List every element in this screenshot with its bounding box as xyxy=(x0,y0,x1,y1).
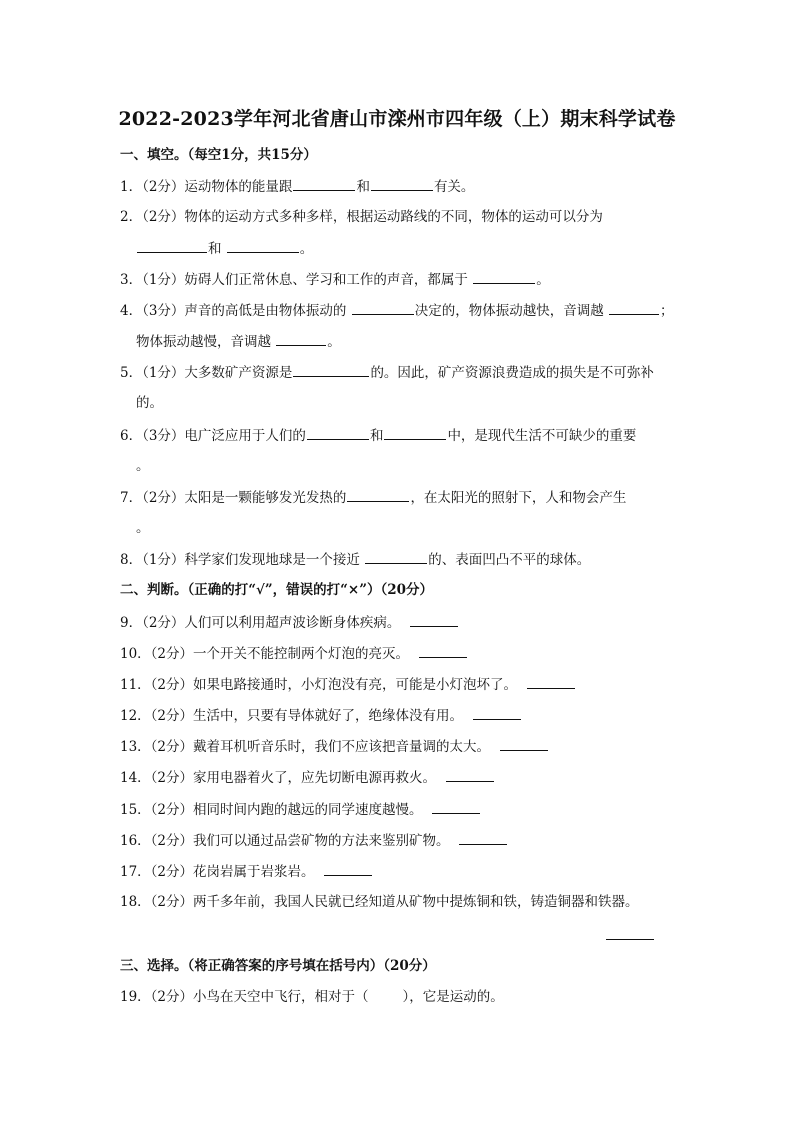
question-7-continued: 。 xyxy=(136,520,150,536)
question-8: 8．（1分）科学家们发现地球是一个接近 的、表面凹凸不平的球体。 xyxy=(120,552,591,568)
answer-blank[interactable] xyxy=(365,550,427,564)
question-15: 15．（2分）相同时间内跑的越远的同学速度越慢。 xyxy=(120,800,481,819)
question-11: 11．（2分）如果电路接通时，小灯泡没有亮，可能是小灯泡坏了。 xyxy=(120,675,576,694)
answer-blank[interactable] xyxy=(459,831,507,845)
question-4: 4．（3分）声音的高低是由物体振动的 决定的，物体振动越快，音调越 ； xyxy=(120,303,674,319)
question-2-continued: 和 。 xyxy=(136,239,313,258)
page-title: 2022-2023学年河北省唐山市滦州市四年级（上）期末科学试卷 xyxy=(118,108,676,130)
question-16: 16．（2分）我们可以通过品尝矿物的方法来鉴别矿物。 xyxy=(120,831,508,850)
answer-blank[interactable] xyxy=(324,862,372,876)
answer-blank[interactable] xyxy=(276,332,326,346)
answer-blank[interactable] xyxy=(347,488,409,502)
question-3: 3．（1分）妨碍人们正常休息、学习和工作的声音，都属于 。 xyxy=(120,272,550,288)
question-18: 18．（2分）两千多年前，我国人民就已经知道从矿物中提炼铜和铁，铸造铜器和铁器。 xyxy=(120,894,639,910)
question-14: 14．（2分）家用电器着火了，应先切断电源再救火。 xyxy=(120,768,495,787)
question-17: 17．（2分）花岗岩属于岩浆岩。 xyxy=(120,862,373,881)
answer-blank[interactable] xyxy=(307,426,369,440)
answer-blank[interactable] xyxy=(446,768,494,782)
answer-blank[interactable] xyxy=(473,706,521,720)
question-6-continued: 。 xyxy=(136,458,150,474)
question-5: 5．（1分）大多数矿产资源是 的。因此，矿产资源浪费造成的损失是不可弥补 xyxy=(120,365,654,381)
question-5-continued: 的。 xyxy=(136,395,163,411)
answer-blank[interactable] xyxy=(419,644,467,658)
section-heading-choice: 三、选择。（将正确答案的序号填在括号内）（20分） xyxy=(120,958,436,974)
answer-blank[interactable] xyxy=(371,177,433,191)
answer-blank[interactable] xyxy=(473,270,535,284)
answer-blank[interactable] xyxy=(293,177,355,191)
section-heading-judge: 二、判断。（正确的打“√”，错误的打“×”）（20分） xyxy=(120,582,434,598)
question-19: 19．（2分）小鸟在天空中飞行，相对于（ ），它是运动的。 xyxy=(120,989,504,1005)
answer-blank[interactable] xyxy=(609,301,659,315)
question-2: 2．（2分）物体的运动方式多种多样，根据运动路线的不同，物体的运动可以分为 xyxy=(120,209,603,225)
question-9: 9．（2分）人们可以利用超声波诊断身体疾病。 xyxy=(120,613,459,632)
answer-blank[interactable] xyxy=(227,239,299,253)
answer-blank[interactable] xyxy=(137,239,207,253)
answer-blank[interactable] xyxy=(352,301,414,315)
question-6: 6．（3分）电广泛应用于人们的 和 中，是现代生活不可缺少的重要 xyxy=(120,428,637,444)
question-1: 1．（2分）运动物体的能量跟 和 有关。 xyxy=(120,179,475,195)
answer-blank[interactable] xyxy=(293,363,369,377)
question-10: 10．（2分）一个开关不能控制两个灯泡的亮灭。 xyxy=(120,644,468,663)
answer-blank[interactable] xyxy=(500,737,548,751)
question-4-continued: 物体振动越慢，音调越 。 xyxy=(136,334,341,350)
answer-blank[interactable] xyxy=(410,613,458,627)
section-heading-fill: 一、填空。（每空1分，共15分） xyxy=(120,147,317,163)
answer-blank[interactable] xyxy=(384,426,446,440)
question-13: 13．（2分）戴着耳机听音乐时，我们不应该把音量调的太大。 xyxy=(120,737,549,756)
answer-blank[interactable] xyxy=(432,800,480,814)
question-12: 12．（2分）生活中，只要有导体就好了，绝缘体没有用。 xyxy=(120,706,522,725)
question-7: 7．（2分）太阳是一颗能够发光发热的 ，在太阳光的照射下，人和物会产生 xyxy=(120,490,627,506)
answer-blank[interactable] xyxy=(606,938,654,940)
answer-blank[interactable] xyxy=(527,675,575,689)
